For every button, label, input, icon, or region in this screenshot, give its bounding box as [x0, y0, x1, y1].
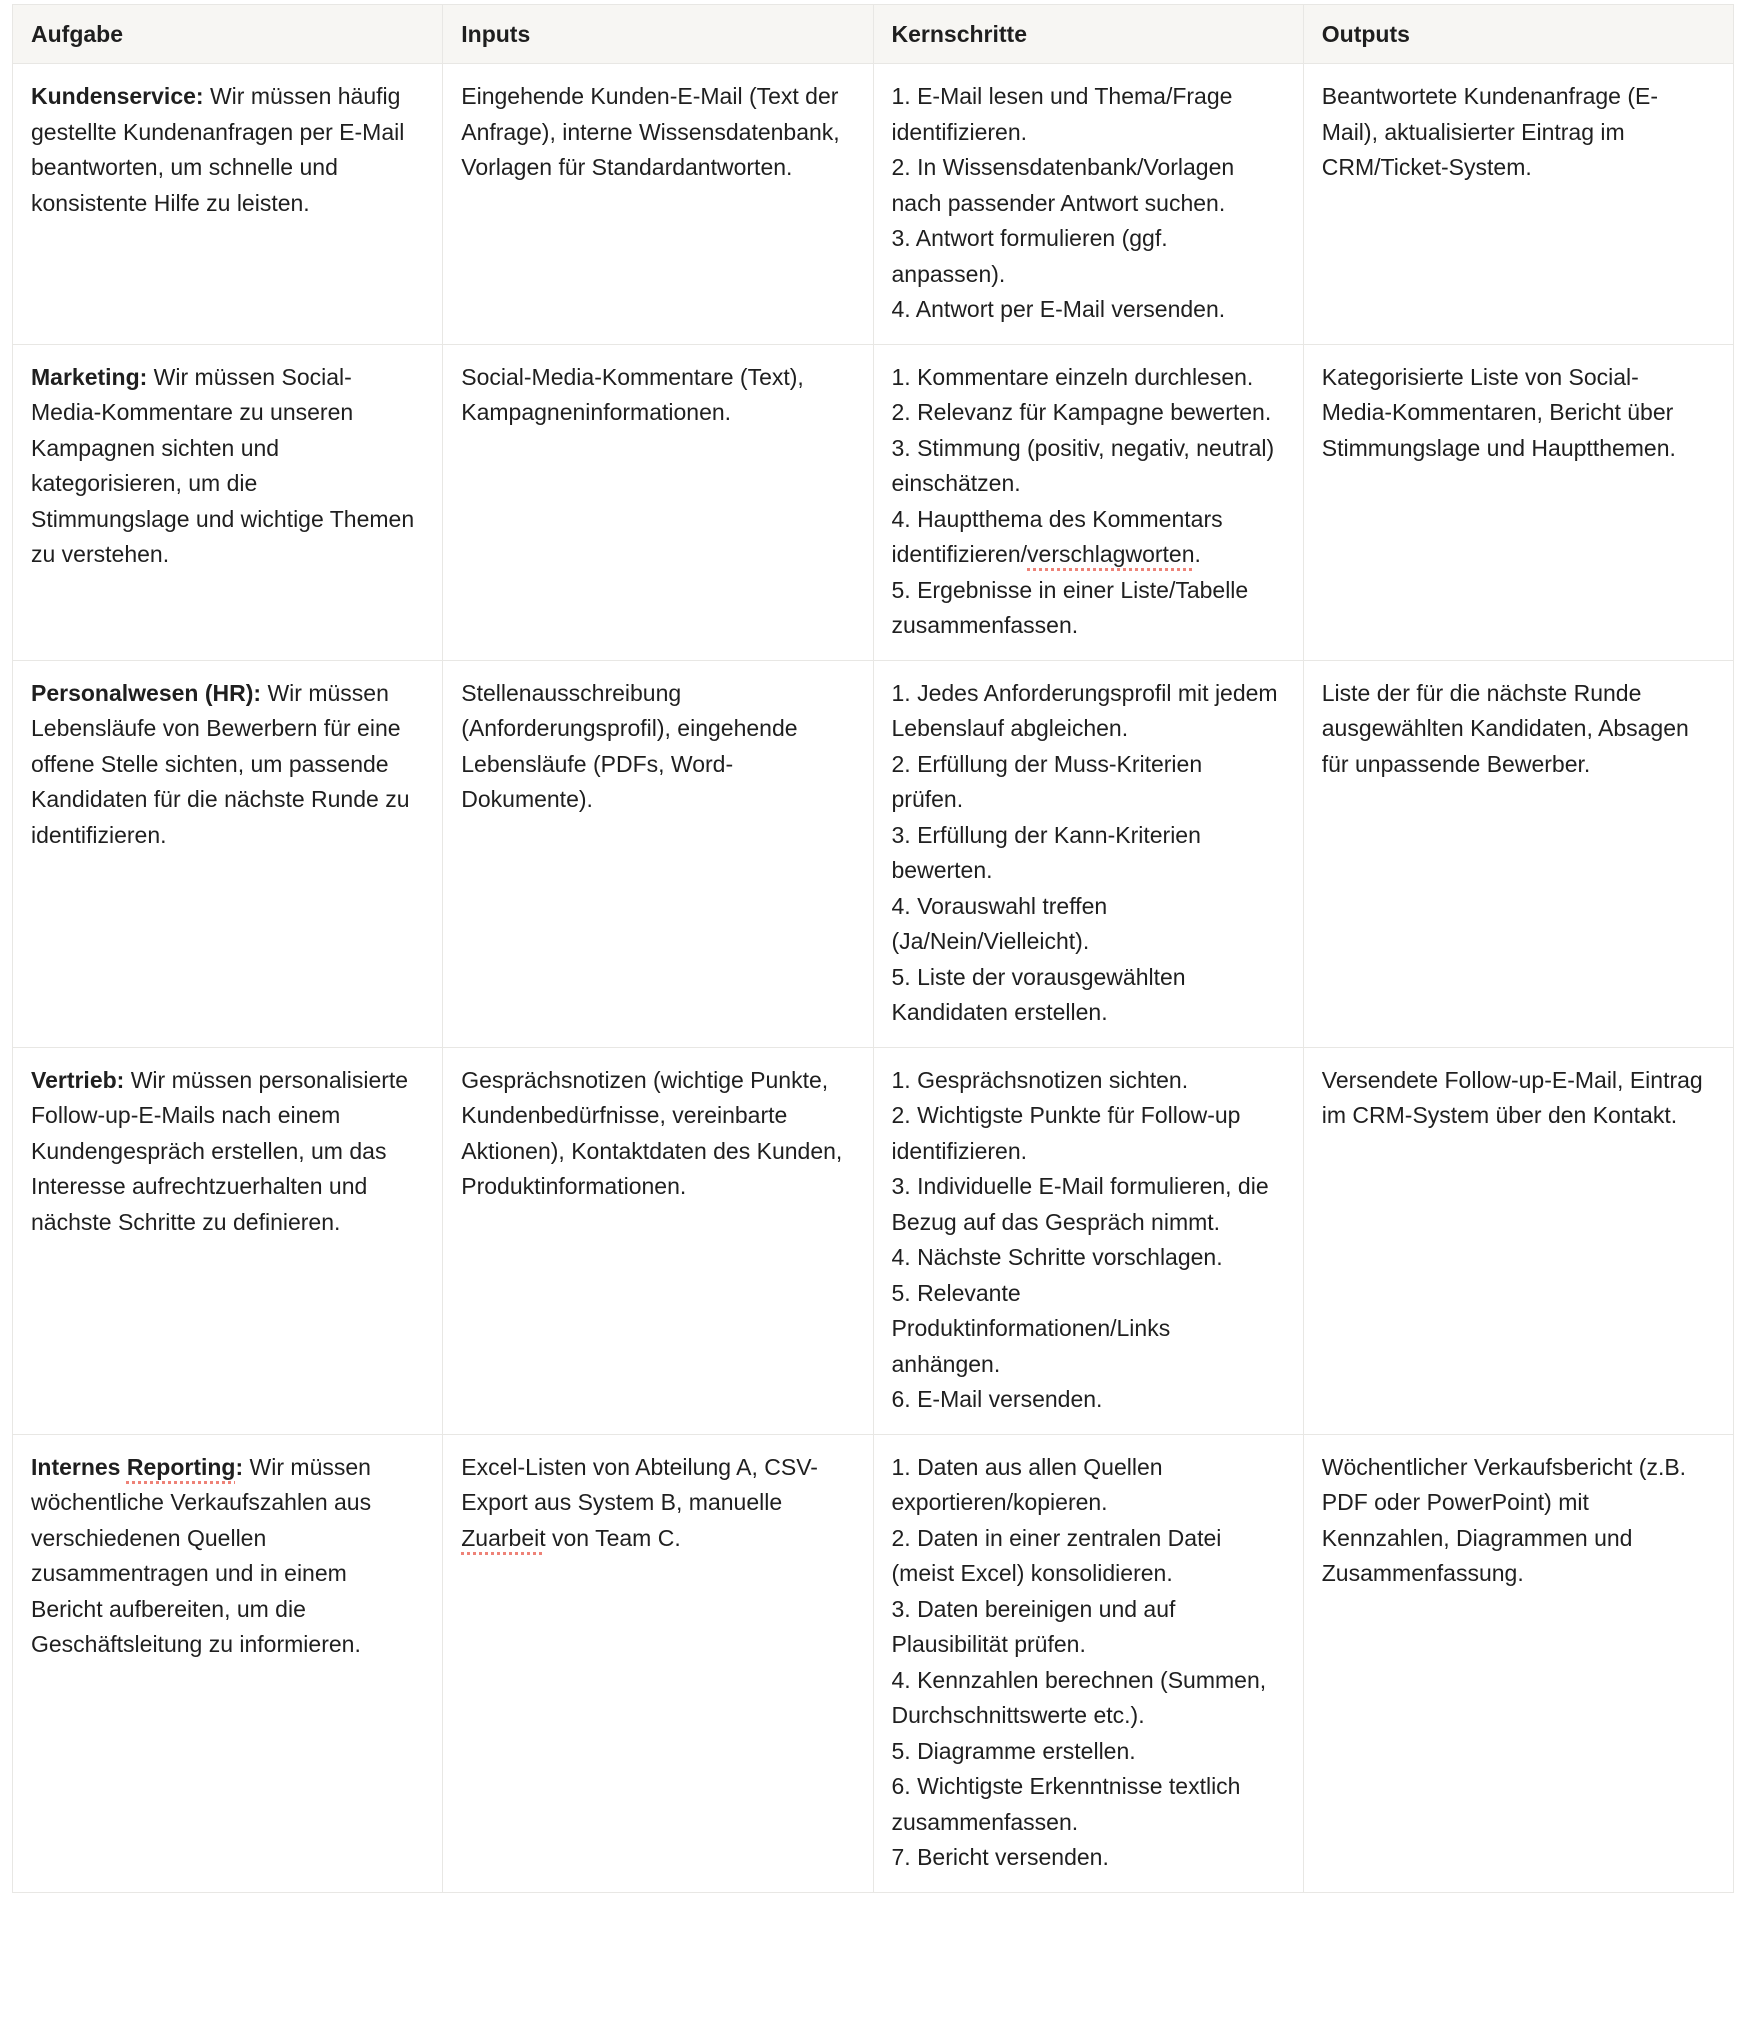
text-segment: 2. Relevanz für Kampagne bewerten. — [891, 399, 1272, 425]
cell-aufgabe — [13, 660, 443, 1047]
table-row — [13, 660, 1734, 1047]
text-segment: 2. In Wissensdatenbank/Vorlagen nach passender Antwort suchen. — [891, 154, 1235, 216]
paragraph — [1322, 79, 1709, 186]
paragraph — [31, 1450, 418, 1663]
table-header — [13, 5, 1734, 64]
text-segment: 3. Individuelle E-Mail formulieren, die Bezug auf das Gespräch nimmt. — [891, 1173, 1269, 1235]
text-segment: von Team C. — [545, 1524, 681, 1551]
paragraph — [892, 292, 1279, 328]
text-segment: 4. Vorauswahl treffen (Ja/Nein/Vielleicht). — [891, 892, 1108, 954]
paragraph — [892, 1240, 1279, 1276]
cell-aufgabe — [13, 1434, 443, 1892]
paragraph — [892, 1769, 1279, 1840]
table-row — [13, 1434, 1734, 1892]
text-segment: 2. Daten in einer zentralen Datei (meist Excel) konsolidieren. — [891, 1524, 1222, 1586]
paragraph — [892, 1169, 1279, 1240]
paragraph — [892, 431, 1279, 502]
text-segment: Gesprächsnotizen (wichtige Punkte, Kundenbedürfnisse, vereinbarte Aktionen), Kontaktdaten des Kunden, Produktinformationen. — [461, 1066, 843, 1199]
text-segment: Liste der für die nächste Runde ausgewählten Kandidaten, Absagen für unpassende Bewerber. — [1321, 679, 1689, 777]
text-segment: Social-Media-Kommentare (Text), Kampagneninformationen. — [461, 363, 804, 425]
text-segment: 2. Wichtigste Punkte für Follow-up identifizieren. — [891, 1102, 1241, 1164]
text-segment: Wöchentlicher Verkaufsbericht (z.B. PDF oder PowerPoint) mit Kennzahlen, Diagrammen und Zusammenfassung. — [1321, 1453, 1687, 1586]
cell-aufgabe — [13, 1047, 443, 1434]
text-segment: 4. Antwort per E-Mail versenden. — [891, 296, 1226, 322]
text-segment: 3. Erfüllung der Kann-Kriterien bewerten. — [891, 821, 1201, 883]
text-segment: 1. Jedes Anforderungsprofil mit jedem Lebenslauf abgleichen. — [891, 679, 1278, 741]
text-segment: 1. Kommentare einzeln durchlesen. — [891, 363, 1254, 390]
text-segment: 5. Relevante Produktinformationen/Links anhängen. — [891, 1279, 1171, 1377]
paragraph — [892, 676, 1279, 747]
text-segment: 5. Ergebnisse in einer Liste/Tabelle zusammenfassen. — [891, 576, 1249, 638]
text-segment: Excel-Listen von Abteilung A, CSV-Export aus System B, manuelle — [461, 1453, 818, 1515]
table-header-row — [13, 5, 1734, 64]
text-segment: Wir müssen häufig gestellte Kundenanfragen per E-Mail beantworten, um schnelle und konsistente Hilfe zu leisten. — [31, 83, 405, 216]
text-segment: 6. Wichtigste Erkenntnisse textlich zusammenfassen. — [891, 1773, 1241, 1835]
paragraph — [461, 79, 848, 186]
text-segment: Wir müssen personalisierte Follow-up-E-Mails nach einem Kundengespräch erstellen, um das Interesse aufrechtzuerhalten und nächste Schritte zu definieren. — [31, 1066, 409, 1235]
paragraph — [461, 676, 848, 818]
paragraph — [892, 1734, 1279, 1770]
paragraph — [892, 1663, 1279, 1734]
paragraph — [892, 1840, 1279, 1876]
column-header-inputs: Inputs — [443, 5, 873, 64]
process-table — [12, 4, 1734, 1893]
misspelled-word: verschlagworten — [1027, 541, 1195, 567]
table-row — [13, 64, 1734, 345]
paragraph — [892, 150, 1279, 221]
paragraph — [892, 747, 1279, 818]
text-segment: Wir müssen wöchentliche Verkaufszahlen aus verschiedenen Quellen zusammentragen und in einem Bericht aufbereiten, um die Geschäftsleitung zu informieren. — [31, 1453, 372, 1657]
paragraph — [892, 1521, 1279, 1592]
misspelled-word: Reporting — [126, 1453, 236, 1480]
text-segment: Beantwortete Kundenanfrage (E-Mail), aktualisierter Eintrag im CRM/Ticket-System. — [1321, 83, 1659, 180]
cell-kernschritte — [873, 344, 1303, 660]
text-segment: Versendete Follow-up-E-Mail, Eintrag im CRM-System über den Kontakt. — [1321, 1066, 1703, 1128]
text-segment: 5. Diagramme erstellen. — [891, 1737, 1136, 1764]
text-segment: Kundenservice: — [31, 83, 204, 109]
paragraph — [31, 676, 418, 854]
column-header-aufgabe: Aufgabe — [13, 5, 443, 64]
paragraph — [892, 502, 1279, 573]
cell-inputs — [443, 1047, 873, 1434]
cell-kernschritte — [873, 1434, 1303, 1892]
text-segment: 2. Erfüllung der Muss-Kriterien prüfen. — [891, 750, 1203, 812]
cell-inputs — [443, 64, 873, 345]
paragraph — [892, 1098, 1279, 1169]
paragraph — [1322, 1450, 1709, 1592]
text-segment: 1. Daten aus allen Quellen exportieren/kopieren. — [891, 1453, 1163, 1515]
text-segment: . — [1194, 541, 1201, 567]
text-segment: 7. Bericht versenden. — [891, 1844, 1109, 1870]
cell-kernschritte — [873, 64, 1303, 345]
text-segment: Eingehende Kunden-E-Mail (Text der Anfrage), interne Wissensdatenbank, Vorlagen für Standardantworten. — [461, 83, 840, 180]
paragraph — [1322, 676, 1709, 783]
text-segment: Kategorisierte Liste von Social-Media-Kommentaren, Bericht über Stimmungslage und Hauptthemen. — [1321, 363, 1676, 461]
text-segment: 4. Kennzahlen berechnen (Summen, Durchschnittswerte etc.). — [891, 1666, 1267, 1728]
paragraph — [461, 1063, 848, 1205]
paragraph — [461, 1450, 848, 1557]
text-segment: : — [235, 1453, 244, 1480]
text-segment: 3. Daten bereinigen und auf Plausibilität prüfen. — [891, 1595, 1176, 1657]
text-segment: 6. E-Mail versenden. — [891, 1386, 1103, 1412]
paragraph — [31, 360, 418, 573]
paragraph — [31, 1063, 418, 1241]
text-segment: Stellenausschreibung (Anforderungsprofil), eingehende Lebensläufe (PDFs, Word-Dokumente). — [461, 679, 798, 812]
text-segment: Wir müssen Lebensläufe von Bewerbern für eine offene Stelle sichten, um passende Kandidaten für die nächste Runde zu identifizieren. — [31, 679, 410, 848]
paragraph — [892, 1592, 1279, 1663]
text-segment: 5. Liste der vorausgewählten Kandidaten erstellen. — [891, 963, 1186, 1025]
paragraph — [892, 573, 1279, 644]
text-segment: 4. Nächste Schritte vorschlagen. — [891, 1244, 1223, 1270]
table-row — [13, 1047, 1734, 1434]
cell-outputs — [1303, 660, 1733, 1047]
text-segment: Internes — [31, 1453, 127, 1480]
paragraph — [892, 1063, 1279, 1099]
misspelled-word: Zuarbeit — [461, 1524, 546, 1551]
cell-inputs — [443, 344, 873, 660]
cell-outputs — [1303, 64, 1733, 345]
text-segment: Marketing: — [31, 363, 148, 390]
paragraph — [892, 360, 1279, 396]
paragraph — [461, 360, 848, 431]
column-header-kernschritte: Kernschritte — [873, 5, 1303, 64]
paragraph — [892, 395, 1279, 431]
paragraph — [892, 79, 1279, 150]
table-body — [13, 64, 1734, 1893]
paragraph — [1322, 1063, 1709, 1134]
text-segment: Wir müssen Social-Media-Kommentare zu unseren Kampagnen sichten und kategorisieren, um die Stimmungslage und wichtige Themen zu verstehen. — [31, 363, 415, 567]
paragraph — [31, 79, 418, 221]
text-segment: Personalwesen (HR): — [31, 679, 262, 706]
paragraph — [892, 818, 1279, 889]
text-segment: 1. E-Mail lesen und Thema/Frage identifizieren. — [891, 83, 1233, 145]
text-segment: 3. Stimmung (positiv, negativ, neutral) einschätzen. — [891, 434, 1275, 496]
paragraph — [892, 1450, 1279, 1521]
table-row — [13, 344, 1734, 660]
paragraph — [892, 221, 1279, 292]
cell-kernschritte — [873, 1047, 1303, 1434]
text-segment: 4. Hauptthema des Kommentars identifizieren/ — [891, 505, 1223, 567]
text-segment: 1. Gesprächsnotizen sichten. — [891, 1066, 1189, 1093]
paragraph — [892, 960, 1279, 1031]
column-header-outputs: Outputs — [1303, 5, 1733, 64]
paragraph — [892, 889, 1279, 960]
cell-aufgabe — [13, 344, 443, 660]
cell-inputs — [443, 660, 873, 1047]
paragraph — [1322, 360, 1709, 467]
text-segment: Vertrieb: — [31, 1066, 125, 1093]
cell-kernschritte — [873, 660, 1303, 1047]
cell-outputs — [1303, 344, 1733, 660]
paragraph — [892, 1382, 1279, 1418]
cell-aufgabe — [13, 64, 443, 345]
cell-outputs — [1303, 1047, 1733, 1434]
text-segment: 3. Antwort formulieren (ggf. anpassen). — [891, 225, 1168, 287]
cell-outputs — [1303, 1434, 1733, 1892]
cell-inputs — [443, 1434, 873, 1892]
paragraph — [892, 1276, 1279, 1383]
